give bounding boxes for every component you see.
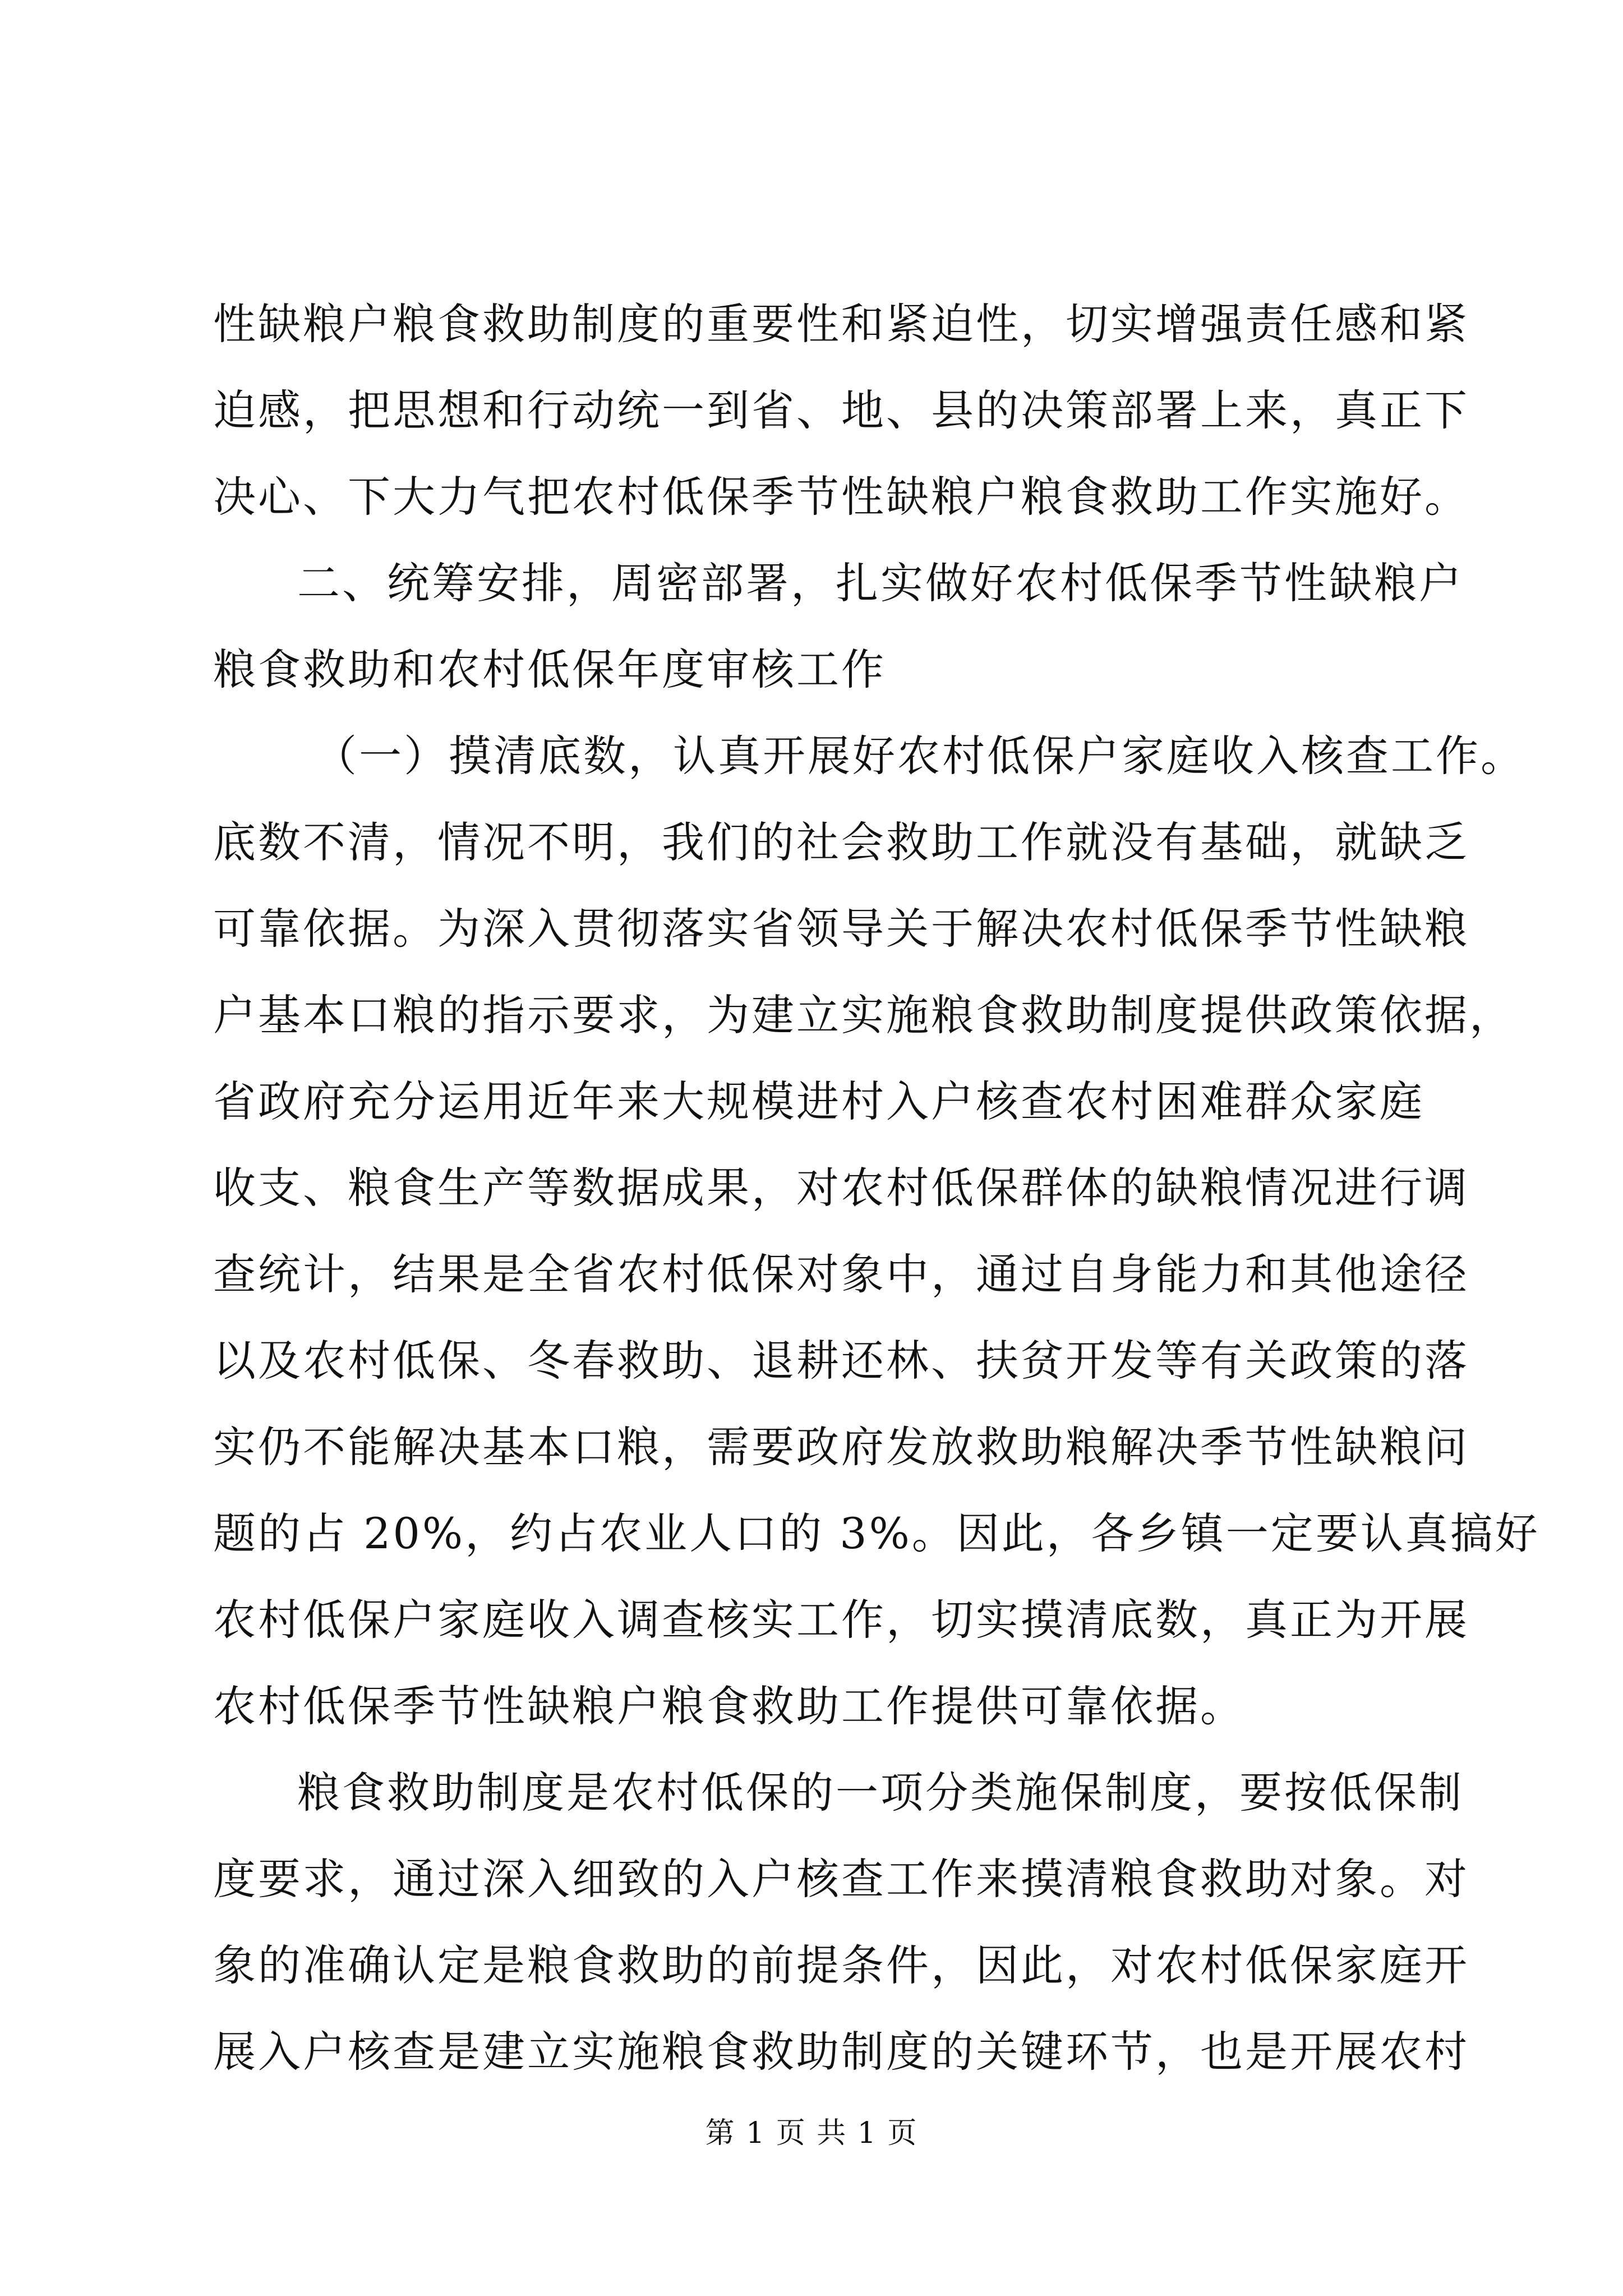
text-line-9: 户基本口粮的指示要求，为建立实施粮食救助制度提供政策依据， xyxy=(213,990,1514,1040)
text-line-16: 农村低保户家庭收入调查核实工作，切实摸清底数，真正为开展 xyxy=(213,1595,1469,1645)
text-line-10: 省政府充分运用近年来大规模进村入户核查农村困难群众家庭 xyxy=(213,1076,1424,1126)
text-line-14: 实仍不能解决基本口粮，需要政府发放救助粮解决季节性缺粮问 xyxy=(213,1422,1469,1472)
text-line-15: 题的占 20%，约占农业人口的 3%。因此，各乡镇一定要认真搞好 xyxy=(213,1508,1540,1558)
text-line-8: 可靠依据。为深入贯彻落实省领导关于解决农村低保季节性缺粮 xyxy=(213,904,1469,954)
section-heading-line-2: 粮食救助和农村低保年度审核工作 xyxy=(213,645,886,694)
text-line-21: 展入户核查是建立实施粮食救助制度的关键环节，也是开展农村 xyxy=(213,2027,1469,2077)
text-line-20: 象的准确认定是粮食救助的前提条件，因此，对农村低保家庭开 xyxy=(213,1940,1469,1990)
text-line-19: 度要求，通过深入细致的入户核查工作来摸清粮食救助对象。对 xyxy=(213,1854,1469,1904)
text-line-2: 迫感，把思想和行动统一到省、地、县的决策部署上来，真正下 xyxy=(213,385,1469,435)
text-line-13: 以及农村低保、冬春救助、退耕还林、扶贫开发等有关政策的落 xyxy=(213,1336,1469,1386)
text-line-3: 决心、下大力气把农村低保季节性缺粮户粮食救助工作实施好。 xyxy=(213,472,1469,522)
section-heading-line-1: 二、统筹安排，周密部署，扎实做好农村低保季节性缺粮户 xyxy=(297,558,1464,608)
text-line-11: 收支、粮食生产等数据成果，对农村低保群体的缺粮情况进行调 xyxy=(213,1163,1469,1213)
page-footer: 第 1 页 共 1 页 xyxy=(705,2116,918,2150)
text-line-12: 查统计，结果是全省农村低保对象中，通过自身能力和其他途径 xyxy=(213,1249,1469,1299)
text-line-17: 农村低保季节性缺粮户粮食救助工作提供可靠依据。 xyxy=(213,1681,1245,1731)
text-line-1: 性缺粮户粮食救助制度的重要性和紧迫性，切实增强责任感和紧 xyxy=(213,299,1469,349)
text-line-7: 底数不清，情况不明，我们的社会救助工作就没有基础，就缺乏 xyxy=(213,817,1469,867)
subsection-heading: （一）摸清底数，认真开展好农村低保户家庭收入核查工作。 xyxy=(314,731,1525,781)
paragraph-start-line: 粮食救助制度是农村低保的一项分类施保制度，要按低保制 xyxy=(297,1768,1464,1818)
